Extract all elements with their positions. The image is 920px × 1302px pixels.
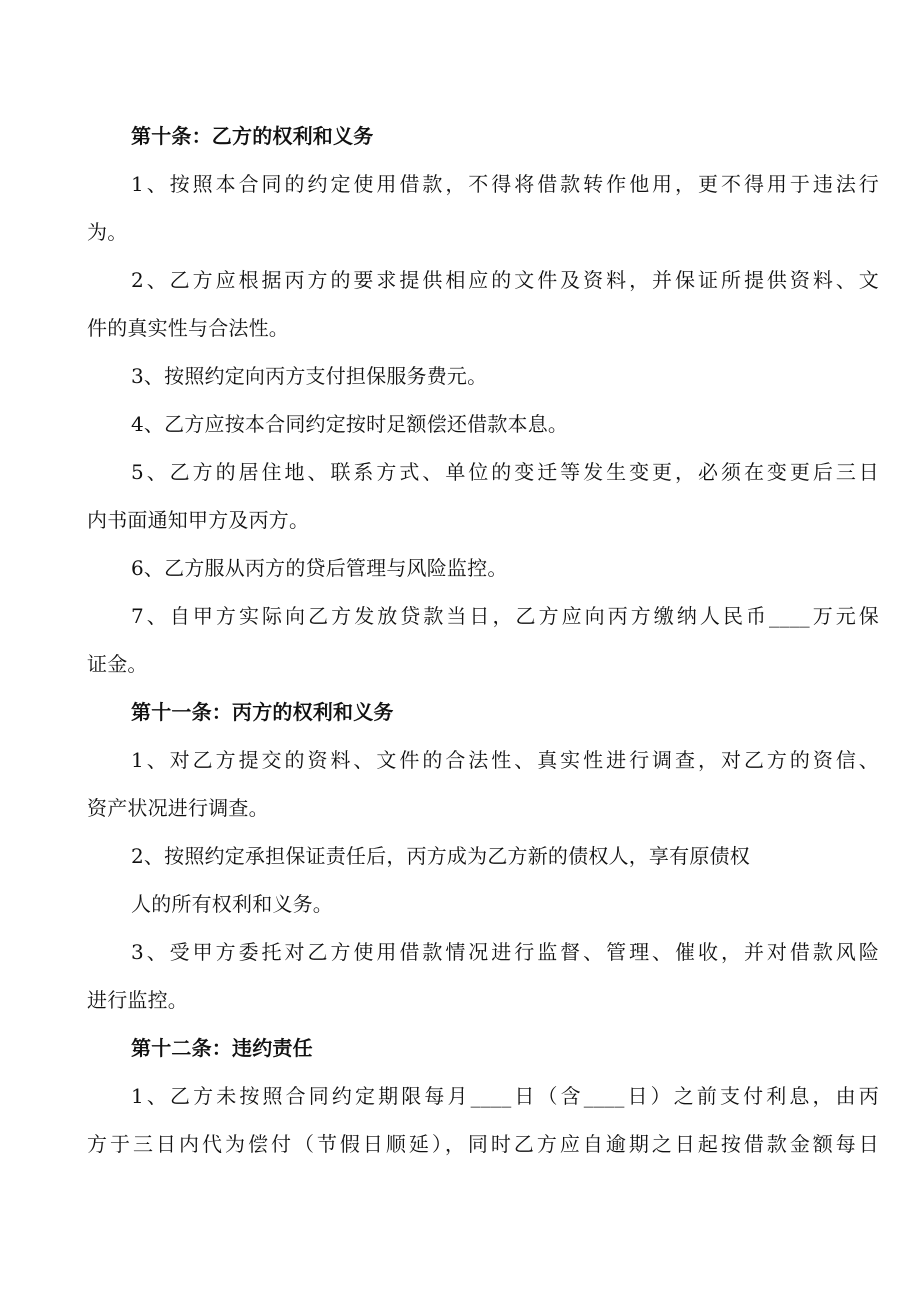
article-10-item-7-line-2: 证金。 — [87, 652, 148, 676]
article-10-item-7-line-1: 7、自甲方实际向乙方发放贷款当日，乙方应向丙方缴纳人民币____万元保 — [131, 604, 879, 628]
article-10-item-2-line-2: 件的真实性与合法性。 — [87, 316, 289, 340]
article-10-item-2-line-1: 2、乙方应根据丙方的要求提供相应的文件及资料，并保证所提供资料、文 — [131, 268, 879, 292]
article-10-item-1-line-2: 为。 — [87, 220, 128, 244]
article-10-item-3: 3、按照约定向丙方支付担保服务费元。 — [131, 364, 488, 388]
article-10-item-4: 4、乙方应按本合同约定按时足额偿还借款本息。 — [131, 412, 569, 436]
article-12-item-1-line-2: 方于三日内代为偿付（节假日顺延），同时乙方应自逾期之日起按借款金额每日 — [87, 1132, 879, 1156]
article-11-item-1-line-2: 资产状况进行调查。 — [87, 796, 269, 820]
article-12-item-1-line-1: 1、乙方未按照合同约定期限每月____日（含____日）之前支付利息，由丙 — [131, 1084, 879, 1108]
article-11-item-1-line-1: 1、对乙方提交的资料、文件的合法性、真实性进行调查，对乙方的资信、 — [131, 748, 879, 772]
article-10-item-6: 6、乙方服从丙方的贷后管理与风险监控。 — [131, 556, 508, 580]
article-10-item-5-line-1: 5、乙方的居住地、联系方式、单位的变迁等发生变更，必须在变更后三日 — [131, 460, 879, 484]
article-11-heading: 第十一条：丙方的权利和义务 — [131, 700, 394, 724]
article-11-item-3-line-2: 进行监控。 — [87, 988, 188, 1012]
article-11-item-2-line-2: 人的所有权利和义务。 — [131, 892, 333, 916]
article-10-item-1-line-1: 1、按照本合同的约定使用借款，不得将借款转作他用，更不得用于违法行 — [131, 172, 879, 196]
article-11-item-3-line-1: 3、受甲方委托对乙方使用借款情况进行监督、管理、催收，并对借款风险 — [131, 940, 879, 964]
article-10-item-5-line-2: 内书面通知甲方及丙方。 — [87, 508, 310, 532]
article-10-heading: 第十条：乙方的权利和义务 — [131, 124, 374, 148]
article-11-item-2-line-1: 2、按照约定承担保证责任后，丙方成为乙方新的债权人，享有原债权 — [131, 844, 750, 868]
article-12-heading: 第十二条：违约责任 — [131, 1036, 313, 1060]
